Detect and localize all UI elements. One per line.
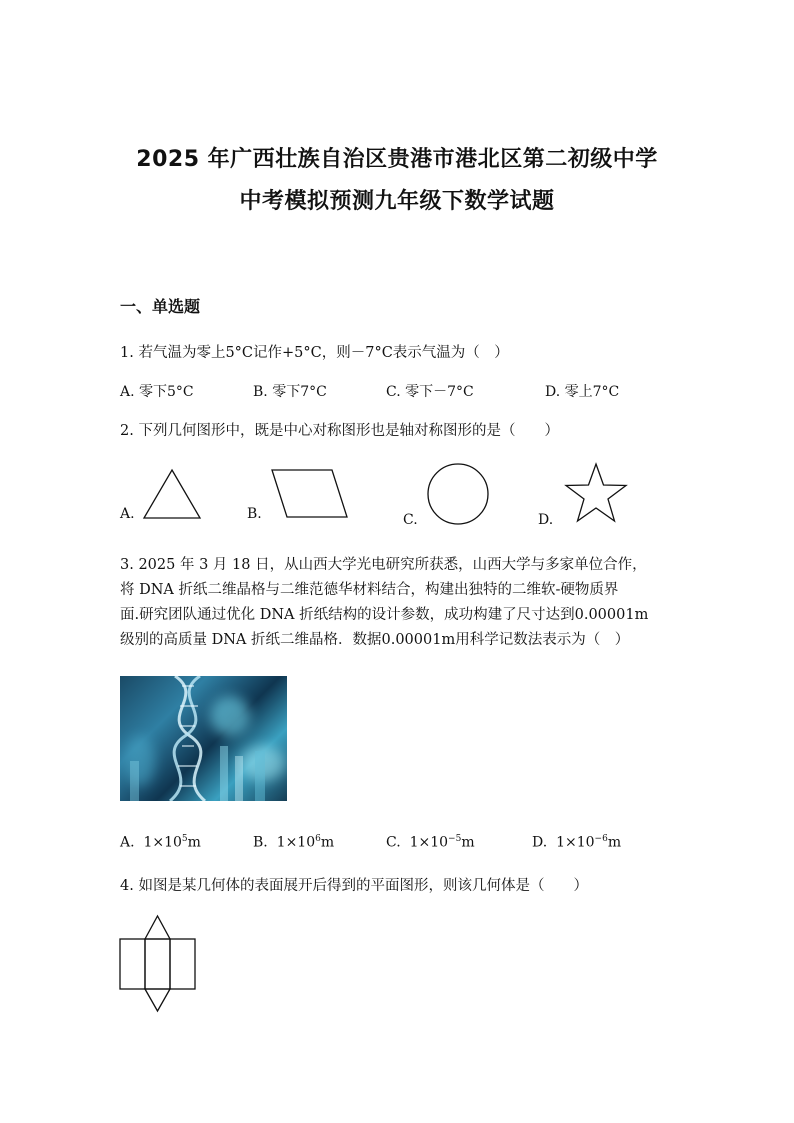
question-1-option-c: C. 零下－7°C <box>386 384 474 400</box>
section-heading: 一、单选题 <box>120 297 201 316</box>
question-2-option-c: C. <box>403 512 418 528</box>
star-figure <box>562 461 630 527</box>
parallelogram-figure <box>270 468 350 520</box>
question-3-line-3: 面.研究团队通过优化 DNA 折纸结构的设计参数，成功构建了尺寸达到0.00001m <box>120 607 649 623</box>
question-3-option-b: B. $1\times 10^6m$ <box>253 834 335 851</box>
question-3-line-4: 级别的高质量 DNA 折纸二维晶格．数据0.00001m用科学记数法表示为（ ） <box>120 632 630 648</box>
question-3-line-1: 3. 2025 年 3 月 18 日，从山西大学光电研究所获悉，山西大学与多家单位合作， <box>120 557 647 573</box>
question-2-option-d: D. <box>538 512 554 528</box>
question-3-option-a: A. $1\times 10^5m$ <box>120 834 201 851</box>
question-1-stem: 1. 若气温为零上5°C记作+5°C，则－7°C表示气温为（ ） <box>120 345 509 361</box>
question-2-option-b: B. <box>247 506 262 522</box>
question-2-option-a: A. <box>120 506 135 522</box>
question-2-stem: 2. 下列几何图形中，既是中心对称图形也是轴对称图形的是（ ） <box>120 423 559 439</box>
dna-lab-photo <box>120 676 287 801</box>
title-line-1: 2025 年广西壮族自治区贵港市港北区第二初级中学 <box>136 147 658 172</box>
question-1-option-a: A. 零下5°C <box>120 384 194 400</box>
circle-figure <box>426 462 492 528</box>
question-3-option-d: D. $1\times 10^{-6}m$ <box>532 834 622 851</box>
question-1-option-b: B. 零下7°C <box>253 384 327 400</box>
question-4-stem: 4. 如图是某几何体的表面展开后得到的平面图形，则该几何体是（ ） <box>120 878 588 894</box>
question-3-line-2: 将 DNA 折纸二维晶格与二维范德华材料结合，构建出独特的二维软-硬物质界 <box>120 582 619 598</box>
prism-net-figure <box>118 914 200 1014</box>
dna-helix-icon <box>120 676 287 801</box>
question-1-option-d: D. 零上7°C <box>545 384 620 400</box>
question-3-option-c: C. $1\times 10^{-5}m$ <box>386 834 475 851</box>
triangle-figure <box>142 468 202 520</box>
title-line-2: 中考模拟预测九年级下数学试题 <box>239 189 555 214</box>
